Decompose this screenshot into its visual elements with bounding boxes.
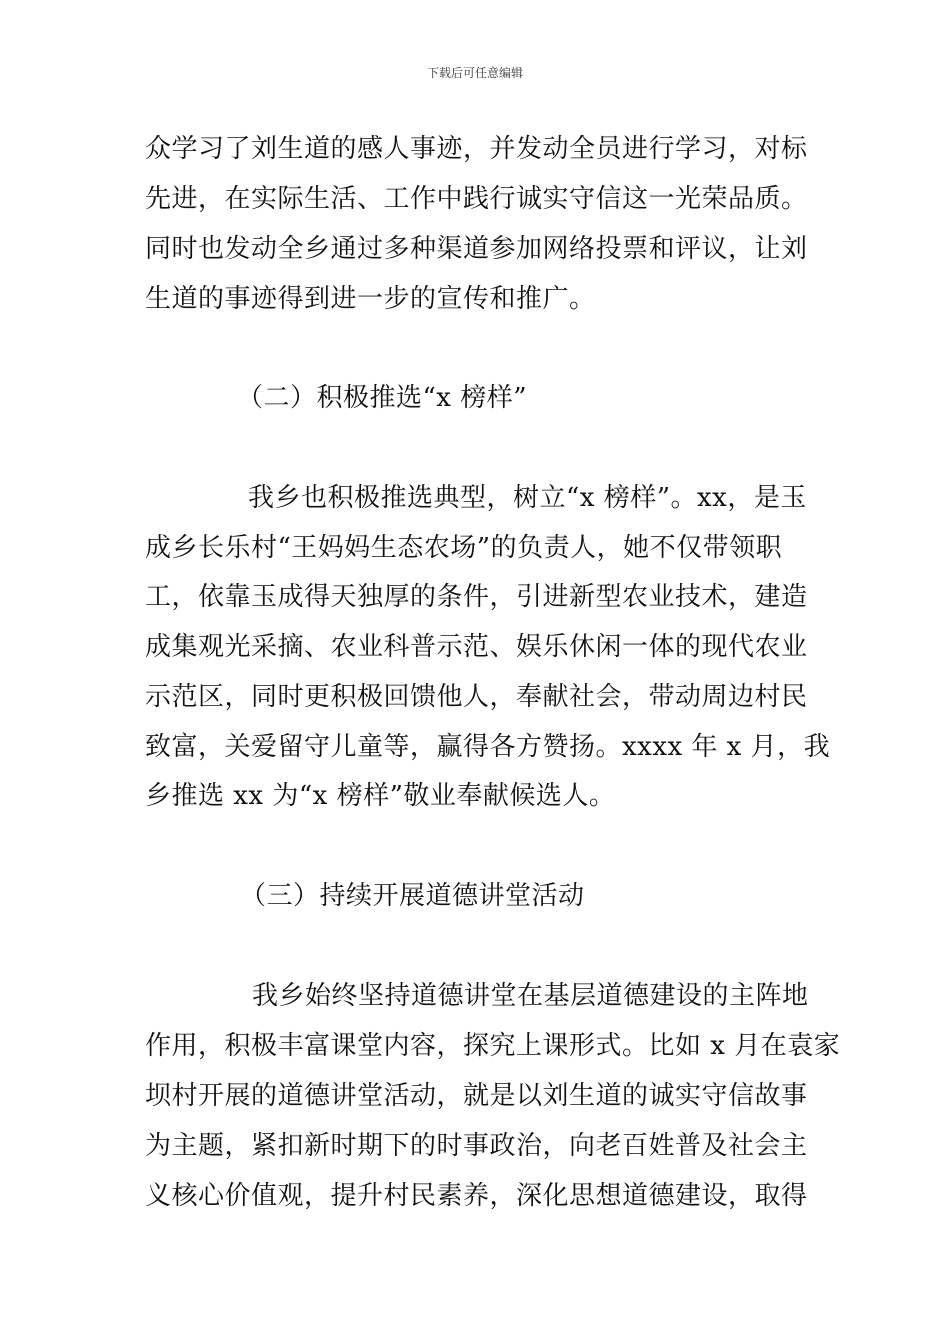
paragraph-2-line-2: 成乡长乐村“王妈妈生态农场”的负责人，她不仅带领职 xyxy=(145,533,783,563)
paragraph-1-line-2: 先进，在实际生活、工作中践行诚实守信这一光荣品质。 xyxy=(145,184,808,214)
paragraph-3-line-4: 为主题，紧扣新时期下的时事政治，向老百姓普及社会主 xyxy=(145,1131,808,1161)
paragraph-3-line-2: 作用，积极丰富课堂内容，探究上课形式。比如 x 月在袁家 xyxy=(145,1031,841,1061)
paragraph-1-line-1: 众学习了刘生道的感人事迹，并发动全员进行学习，对标 xyxy=(145,134,808,164)
paragraph-2-line-1: 我乡也积极推选典型，树立“x 榜样”。xx，是玉 xyxy=(248,483,807,513)
paragraph-3-line-3: 坝村开展的道德讲堂活动，就是以刘生道的诚实守信故事 xyxy=(145,1081,808,1111)
page-header: 下载后可任意编辑 xyxy=(426,66,523,80)
section-heading-2: （二）积极推选“x 榜样” xyxy=(237,383,528,413)
paragraph-2-line-4: 成集观光采摘、农业科普示范、娱乐休闲一体的现代农业 xyxy=(145,632,808,662)
paragraph-2-line-5: 示范区，同时更积极回馈他人，奉献社会，带动周边村民 xyxy=(145,682,808,712)
paragraph-3-line-1: 我乡始终坚持道德讲堂在基层道德建设的主阵地 xyxy=(252,981,809,1011)
paragraph-1-line-4: 生道的事迹得到进一步的宣传和推广。 xyxy=(145,284,596,314)
section-heading-3: （三）持续开展道德讲堂活动 xyxy=(240,881,585,911)
paragraph-3-line-5: 义核心价值观，提升村民素养，深化思想道德建设，取得 xyxy=(145,1181,808,1211)
paragraph-1-line-3: 同时也发动全乡通过多种渠道参加网络投票和评议，让刘 xyxy=(145,234,808,264)
paragraph-2-line-7: 乡推选 xx 为“x 榜样”敬业奉献候选人。 xyxy=(145,781,616,811)
paragraph-2-line-3: 工，依靠玉成得天独厚的条件，引进新型农业技术，建造 xyxy=(145,582,808,612)
paragraph-2-line-6: 致富，关爱留守儿童等，赢得各方赞扬。xxxx 年 x 月，我 xyxy=(145,732,831,762)
